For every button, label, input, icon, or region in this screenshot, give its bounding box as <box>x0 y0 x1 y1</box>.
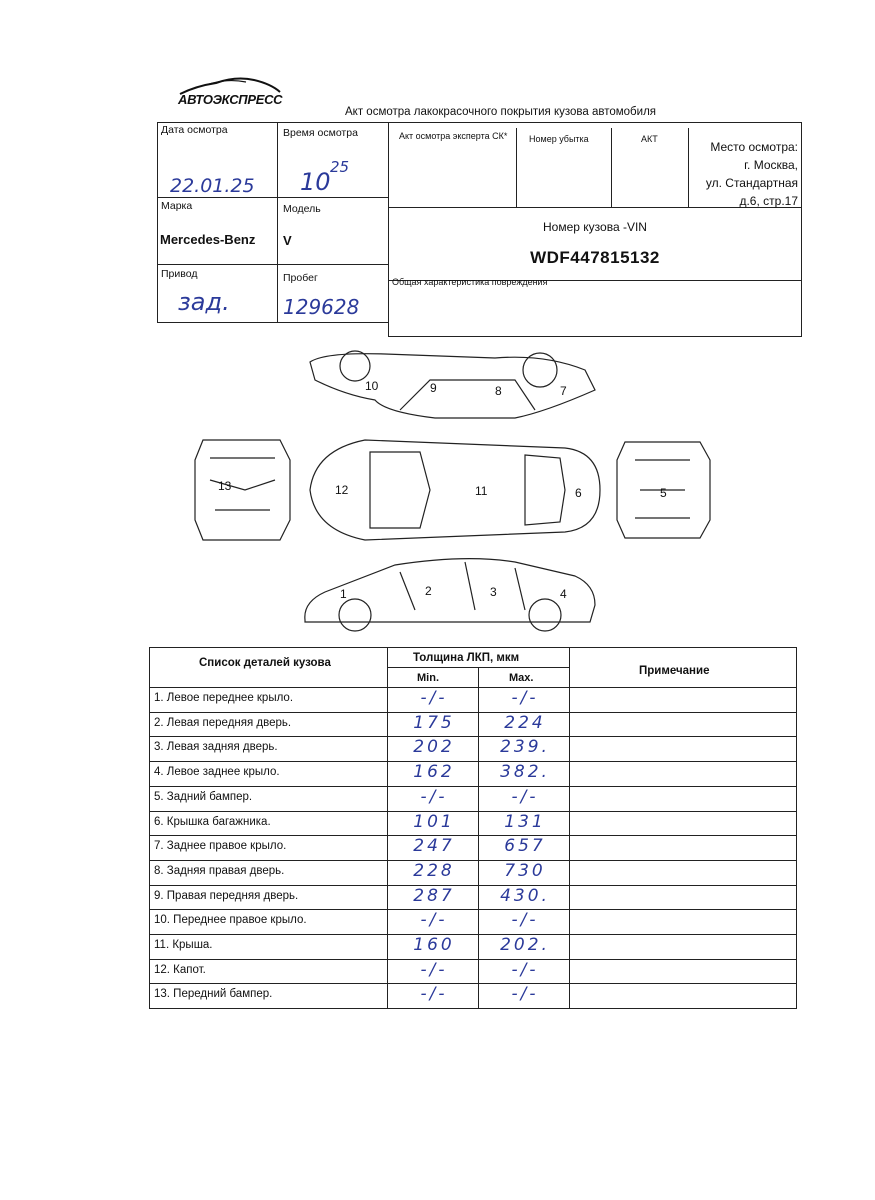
max-thickness-value: 131 <box>504 812 546 832</box>
expert-act-label: Акт осмотра эксперта СК* <box>399 131 508 141</box>
document-title: Акт осмотра лакокрасочного покрытия кузова автомобиля <box>345 106 657 118</box>
part-name: 12. Капот. <box>154 964 206 976</box>
max-thickness-value: 730 <box>504 861 546 881</box>
max-thickness-value: 202. <box>500 935 550 955</box>
max-thickness-value: 224 <box>504 713 546 733</box>
mileage-value: 129628 <box>283 295 360 319</box>
mileage-label: Пробег <box>283 272 318 284</box>
act-label: АКТ <box>641 134 658 144</box>
max-thickness-value: 657 <box>504 836 546 856</box>
part-name: 13. Передний бампер. <box>154 988 273 1000</box>
max-thickness-value: -/- <box>511 960 539 980</box>
min-thickness-value: -/- <box>420 787 448 807</box>
front-view <box>195 440 290 540</box>
zone-label-13: 13 <box>218 479 232 493</box>
zone-label-12: 12 <box>335 483 349 497</box>
place-city: г. Москва, <box>744 158 798 172</box>
thickness-column-header: Толщина ЛКП, мкм <box>413 652 520 664</box>
min-thickness-value: -/- <box>420 960 448 980</box>
brand-label: Марка <box>161 200 193 212</box>
parts-column-header: Список деталей кузова <box>199 657 331 669</box>
damage-label: Общая характеристика повреждения <box>392 277 548 287</box>
paint-thickness-table <box>149 647 797 1009</box>
note-column-header: Примечание <box>639 665 710 677</box>
part-name: 10. Переднее правое крыло. <box>154 914 307 926</box>
vin-value: WDF447815132 <box>530 248 660 267</box>
part-name: 11. Крыша. <box>154 939 213 951</box>
part-name: 8. Задняя правая дверь. <box>154 865 285 877</box>
right-side-view <box>310 354 595 418</box>
time-label: Время осмотра <box>283 127 358 139</box>
part-name: 5. Задний бампер. <box>154 791 253 803</box>
zone-label-4: 4 <box>560 587 567 601</box>
zone-label-11: 11 <box>475 484 488 498</box>
part-name: 7. Заднее правое крыло. <box>154 840 287 852</box>
zone-label-1: 1 <box>340 587 347 601</box>
part-name: 3. Левая задняя дверь. <box>154 741 278 753</box>
max-thickness-value: 239. <box>500 737 550 757</box>
zone-label-9: 9 <box>430 381 437 395</box>
zone-label-6: 6 <box>575 486 582 500</box>
part-name: 6. Крышка багажника. <box>154 816 271 828</box>
min-thickness-value: -/- <box>420 688 448 708</box>
part-name: 4. Левое заднее крыло. <box>154 766 280 778</box>
max-thickness-value: 430. <box>500 886 550 906</box>
max-thickness-value: -/- <box>511 910 539 930</box>
logo-text: АВТОЭКСПРЕСС <box>178 92 283 107</box>
part-name: 2. Левая передняя дверь. <box>154 717 292 729</box>
max-thickness-value: 382. <box>500 762 550 782</box>
min-thickness-value: 175 <box>413 713 455 733</box>
min-thickness-value: 101 <box>413 812 455 832</box>
zone-label-2: 2 <box>425 584 432 598</box>
min-thickness-value: 202 <box>413 737 455 757</box>
min-thickness-value: 247 <box>413 836 455 856</box>
max-thickness-value: -/- <box>511 787 539 807</box>
min-thickness-value: -/- <box>420 910 448 930</box>
min-thickness-value: -/- <box>420 984 448 1004</box>
top-view <box>310 440 600 540</box>
drive-value: зад. <box>178 288 230 316</box>
place-street: ул. Стандартная <box>705 176 798 190</box>
min-thickness-value: 160 <box>413 935 455 955</box>
company-logo <box>176 74 286 110</box>
car-outline-diagram <box>185 340 725 640</box>
zone-label-8: 8 <box>495 384 502 398</box>
date-value: 22.01.25 <box>170 175 255 197</box>
min-column-header: Min. <box>417 672 439 684</box>
inspection-place <box>690 138 798 210</box>
max-thickness-value: -/- <box>511 688 539 708</box>
left-front-wheel <box>339 599 371 631</box>
min-thickness-value: 162 <box>413 762 455 782</box>
car-body-diagram <box>185 340 725 645</box>
part-name: 1. Левое переднее крыло. <box>154 692 294 704</box>
time-value-minutes: 25 <box>330 158 350 176</box>
max-column-header: Max. <box>509 672 534 684</box>
max-thickness-value: -/- <box>511 984 539 1004</box>
brand-value: Mercedes-Benz <box>160 232 256 247</box>
zone-label-7: 7 <box>560 384 567 398</box>
part-name: 9. Правая передняя дверь. <box>154 890 299 902</box>
zone-label-5: 5 <box>660 486 667 500</box>
min-thickness-value: 228 <box>413 861 455 881</box>
loss-number-label: Номер убытка <box>529 134 589 144</box>
right-front-wheel <box>340 351 370 381</box>
zone-label-3: 3 <box>490 585 497 599</box>
drive-label: Привод <box>161 268 198 280</box>
place-label: Место осмотра: <box>710 140 798 154</box>
time-value-hours: 10 <box>300 168 331 196</box>
left-side-view <box>305 559 595 622</box>
date-label: Дата осмотра <box>161 124 228 136</box>
model-value: V <box>283 233 292 248</box>
vin-label: Номер кузова -VIN <box>543 220 647 234</box>
place-building: д.6, стр.17 <box>739 194 798 208</box>
model-label: Модель <box>283 203 321 215</box>
left-rear-wheel <box>529 599 561 631</box>
min-thickness-value: 287 <box>413 886 455 906</box>
zone-label-10: 10 <box>365 379 379 393</box>
